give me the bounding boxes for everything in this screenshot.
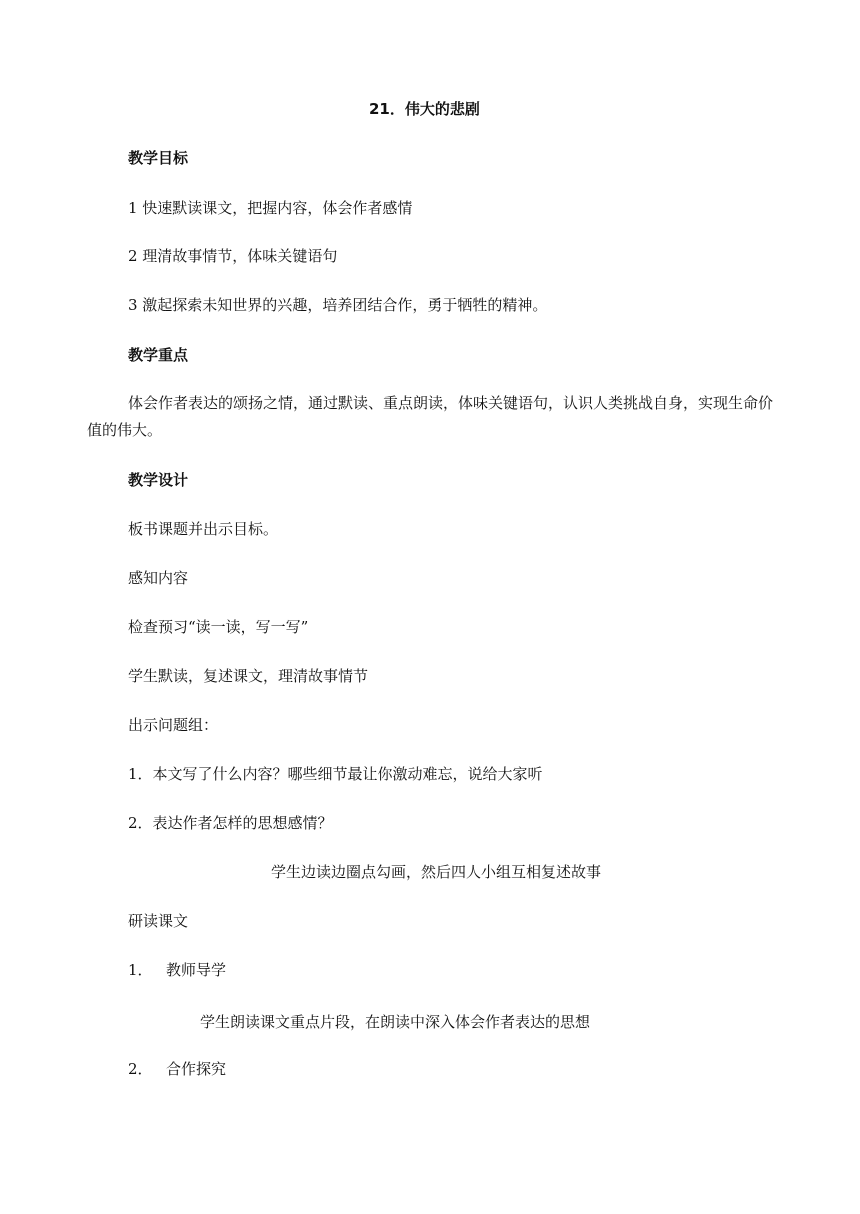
design-line-read-aloud: 学生朗读课文重点片段，在朗读中深入体会作者表达的思想 xyxy=(200,1013,591,1031)
step-2 xyxy=(128,1059,226,1079)
design-line-study: 研读课文 xyxy=(128,912,189,930)
design-line-retell: 学生默读，复述课文，理清故事情节 xyxy=(128,667,369,685)
design-line-annotate: 学生边读边圈点勾画，然后四人小组互相复述故事 xyxy=(271,863,602,881)
step-1 xyxy=(128,960,226,980)
design-heading: 教学设计 xyxy=(128,471,189,489)
objectives-heading: 教学目标 xyxy=(128,149,189,167)
step-2-text: 合作探究 xyxy=(166,1060,227,1078)
objective-item-2: 2 理清故事情节，体味关键语句 xyxy=(128,247,338,265)
key-points-heading: 教学重点 xyxy=(128,346,189,364)
step-1-number: 1． xyxy=(128,961,153,979)
document-title: 21．伟大的悲剧 xyxy=(369,100,480,118)
objective-item-1: 1 快速默读课文，把握内容，体会作者感情 xyxy=(128,199,413,217)
objective-item-3: 3 激起探索未知世界的兴趣，培养团结合作，勇于牺牲的精神。 xyxy=(128,296,548,314)
design-line-preview: 检查预习“读一读，写一写” xyxy=(128,618,309,636)
design-line-questions: 出示问题组： xyxy=(128,716,219,734)
question-2: 2．表达作者怎样的思想感情？ xyxy=(128,814,333,832)
step-1-text: 教师导学 xyxy=(166,961,227,979)
design-line-blackboard: 板书课题并出示目标。 xyxy=(128,520,279,538)
design-line-perceive: 感知内容 xyxy=(128,569,189,587)
step-2-number: 2． xyxy=(128,1060,153,1078)
question-1: 1．本文写了什么内容？哪些细节最让你激动难忘，说给大家听 xyxy=(128,765,543,783)
key-points-paragraph: 体会作者表达的颂扬之情，通过默读、重点朗读，体味关键语句，认识人类挑战自身，实现生命价值的伟大。 xyxy=(87,394,774,439)
